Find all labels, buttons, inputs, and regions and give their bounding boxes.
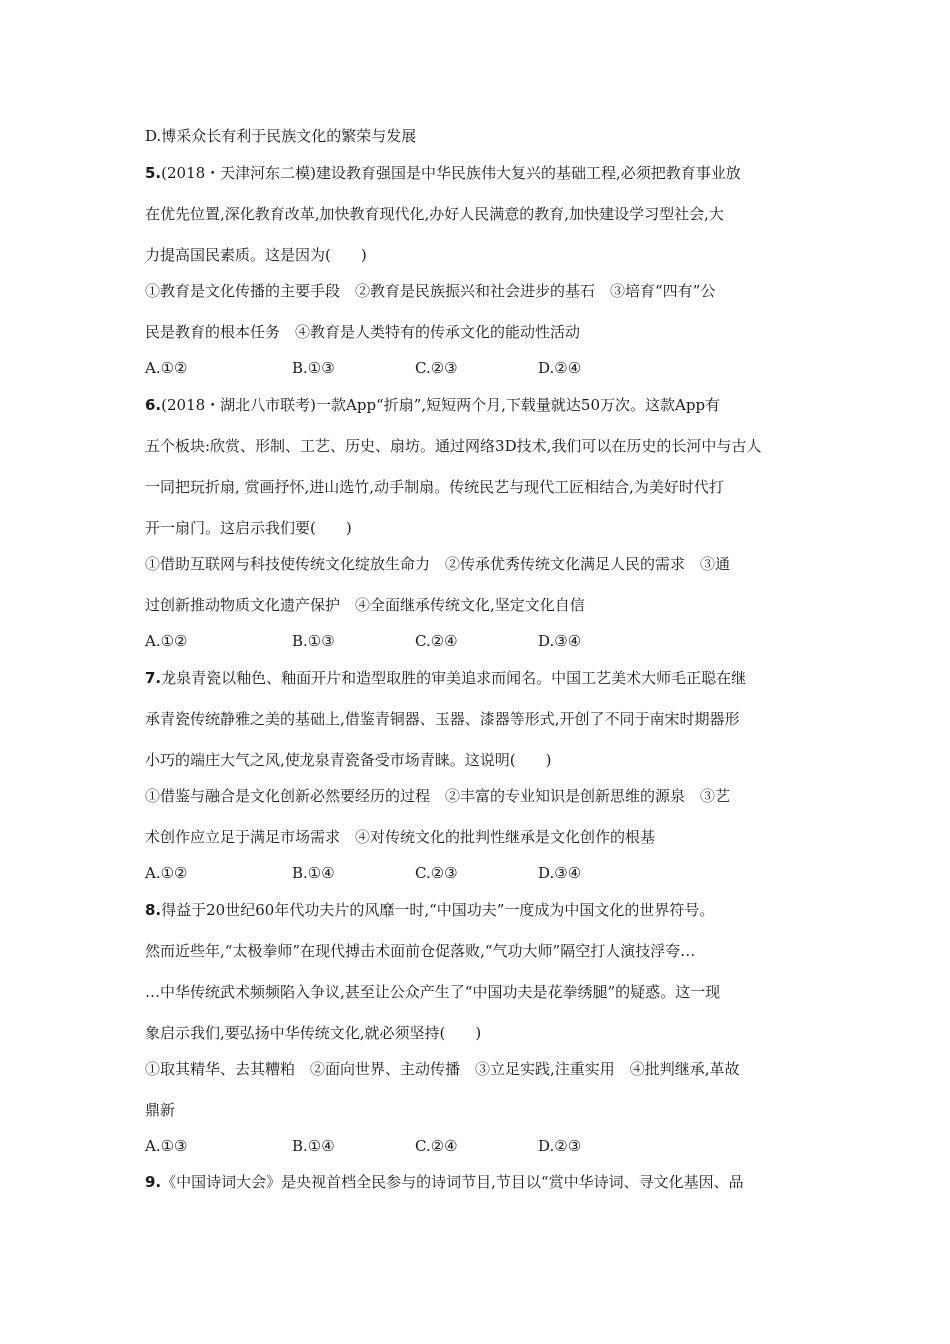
q7-statements-line-1: ①借鉴与融合是文化创新必然要经历的过程 ②丰富的专业知识是创新思维的源泉 ③艺	[145, 787, 731, 805]
q5-statements-line-2: 民是教育的根本任务 ④教育是人类特有的传承文化的能动性活动	[145, 323, 581, 341]
q7-stem-line-2: 承青瓷传统静雅之美的基础上,借鉴青铜器、玉器、漆器等形式,开创了不同于南宋时期器形	[145, 710, 740, 728]
q8-stem-line-4: 象启示我们,要弘扬中华传统文化,就必须坚持( )	[145, 1024, 482, 1042]
q8-choice-a: A.①③	[145, 1137, 188, 1155]
q8-stem-line-1: 8.得益于20世纪60年代功夫片的风靡一时,“中国功夫”一度成为中国文化的世界符号。	[145, 901, 715, 919]
q7-stem-line-3: 小巧的端庄大气之风,使龙泉青瓷备受市场青睐。这说明( )	[145, 751, 552, 769]
q6-stem-line-3: 一同把玩折扇, 赏画抒怀,进山选竹,动手制扇。传统民艺与现代工匠相结合,为美好时代打	[145, 478, 724, 496]
q5-choice-c: C.②③	[415, 359, 458, 377]
q7-choice-d: D.③④	[538, 864, 582, 882]
q5-choice-a: A.①②	[145, 359, 188, 377]
q8-statements-line-1: ①取其精华、去其糟粕 ②面向世界、主动传播 ③立足实践,注重实用 ④批判继承,革故	[145, 1060, 740, 1078]
q8-statements-line-2: 鼎新	[145, 1101, 176, 1119]
q6-statements-line-1: ①借助互联网与科技使传统文化绽放生命力 ②传承优秀传统文化满足人民的需求 ③通	[145, 555, 731, 573]
q5-stem-line-1: 5.(2018・天津河东二模)建设教育强国是中华民族伟大复兴的基础工程,必须把教育事业放	[145, 164, 741, 182]
q6-choice-d: D.③④	[538, 632, 582, 650]
q7-choice-c: C.②③	[415, 864, 458, 882]
q4-option-d: D.博采众长有利于民族文化的繁荣与发展	[145, 127, 417, 145]
q5-stem-line-2: 在优先位置,深化教育改革,加快教育现代化,办好人民满意的教育,加快建设学习型社会,大	[145, 205, 724, 223]
q6-number: 6.	[145, 396, 162, 414]
q7-stem-line-1: 7.龙泉青瓷以釉色、釉面开片和造型取胜的审美追求而闻名。中国工艺美术大师毛正聪在继	[145, 669, 747, 687]
q8-stem-line-3: …中华传统武术频频陷入争议,甚至让公众产生了“中国功夫是花拳绣腿”的疑惑。这一现	[145, 983, 721, 1001]
q6-choice-c: C.②④	[415, 632, 458, 650]
q8-choice-c: C.②④	[415, 1137, 458, 1155]
q6-stem-line-2: 五个板块:欣赏、形制、工艺、历史、扇坊。通过网络3D技术,我们可以在历史的长河中与古人	[145, 437, 762, 455]
q5-choice-d: D.②④	[538, 359, 582, 377]
q6-stem-line-4: 开一扇门。这启示我们要( )	[145, 519, 352, 537]
q9-stem-line-1: 9.《中国诗词大会》是央视首档全民参与的诗词节目,节目以“赏中华诗词、寻文化基因、品	[145, 1173, 744, 1191]
q8-choice-d: D.②③	[538, 1137, 582, 1155]
q7-statements-line-2: 术创作应立足于满足市场需求 ④对传统文化的批判性继承是文化创作的根基	[145, 828, 656, 846]
q6-choice-a: A.①②	[145, 632, 188, 650]
q7-choice-b: B.①④	[292, 864, 335, 882]
q8-stem-line-2: 然而近些年,“太极拳师”在现代搏击术面前仓促落败,“气功大师”隔空打人演技浮夸…	[145, 942, 696, 960]
q9-number: 9.	[145, 1173, 162, 1191]
q5-stem-line-3: 力提高国民素质。这是因为( )	[145, 246, 367, 264]
q8-number: 8.	[145, 901, 162, 919]
q6-statements-line-2: 过创新推动物质文化遗产保护 ④全面继承传统文化,坚定文化自信	[145, 596, 585, 614]
q7-number: 7.	[145, 669, 162, 687]
q5-number: 5.	[145, 164, 162, 182]
q8-choice-b: B.①④	[292, 1137, 335, 1155]
q5-choice-b: B.①③	[292, 359, 335, 377]
q6-choice-b: B.①③	[292, 632, 335, 650]
q7-choice-a: A.①②	[145, 864, 188, 882]
q5-statements-line-1: ①教育是文化传播的主要手段 ②教育是民族振兴和社会进步的基石 ③培育“四有”公	[145, 282, 716, 300]
q6-stem-line-1: 6.(2018・湖北八市联考)一款App“折扇”,短短两个月,下载量就达50万次。这款App有	[145, 396, 721, 414]
